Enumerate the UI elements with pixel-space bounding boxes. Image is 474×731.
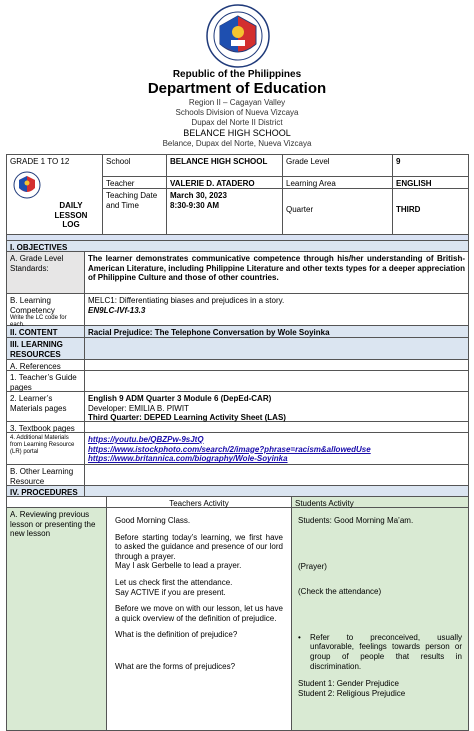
module-title: English 9 ADM Quarter 3 Module 6 (DepEd-CAR) bbox=[88, 394, 272, 403]
teacher-line: Good Morning Class. bbox=[115, 516, 191, 525]
melc-code: EN9LC-IVf-13.3 bbox=[88, 305, 146, 315]
references-label: A. References bbox=[7, 360, 85, 370]
school-address: Belance, Dupax del Norte, Nueva Vizcaya bbox=[162, 139, 312, 148]
procedures-heading: IV. PROCEDURES bbox=[7, 486, 85, 496]
grade-standards-label: A. Grade Level Standards: bbox=[7, 252, 85, 293]
content-value: Racial Prejudice: The Telephone Conversation by Wole Soyinka bbox=[88, 328, 330, 337]
grade-cell bbox=[7, 155, 103, 234]
log-title: DAILY LESSON LOG bbox=[54, 201, 88, 230]
teacher-line: Say ACTIVE if you are present. bbox=[115, 587, 226, 597]
competency-note: Write the LC code for each. bbox=[10, 315, 67, 329]
other-resources-label: B. Other Learning Resource bbox=[7, 465, 85, 485]
department-title: Department of Education bbox=[147, 80, 327, 97]
learners-materials-label: 2. Learner’s Materials pages bbox=[7, 392, 85, 421]
bullet-icon: • bbox=[298, 632, 301, 642]
teaching-date-value: March 30, 2023 bbox=[170, 191, 227, 200]
youtube-link[interactable]: https://youtu.be/QBZPw-9sJtQ bbox=[88, 435, 204, 444]
learning-area-value: ENGLISH bbox=[396, 179, 432, 188]
republic-text: Republic of the Philippines bbox=[172, 69, 302, 80]
teachers-guide-label: 1. Teacher’s Guide pages bbox=[7, 371, 85, 391]
teachers-activity-header: Teachers Activity bbox=[107, 497, 292, 507]
melc-prefix: MELC1 bbox=[88, 296, 115, 305]
student-line: Refer to preconceived, usually unfavorable, feelings towards person or group of people that results in discrimination. bbox=[310, 632, 462, 671]
additional-materials-label: 4. Additional Materials from Learning Resource (LR) portal bbox=[7, 433, 85, 464]
melc-text: : Differentiating biases and prejudices in a story. bbox=[114, 296, 285, 305]
teacher-value: VALERIE D. ATADERO bbox=[167, 177, 283, 188]
learning-area-label: Learning Area bbox=[283, 177, 393, 188]
school-name: BELANCE HIGH SCHOOL bbox=[183, 128, 291, 138]
student-line: Student 2: Religious Prejudice bbox=[298, 688, 406, 698]
district-text: Dupax del Norte II District bbox=[191, 118, 283, 127]
grade-level-label: Grade Level bbox=[283, 155, 393, 176]
teacher-label: Teacher bbox=[103, 177, 167, 188]
teaching-time-value: 8:30-9:30 AM bbox=[170, 200, 220, 210]
student-line: Students: Good Morning Ma’am. bbox=[298, 516, 414, 525]
quarter-label: Quarter bbox=[283, 189, 393, 234]
students-activity-header: Students Activity bbox=[292, 497, 468, 507]
teacher-line: Let us check first the attendance. bbox=[115, 577, 233, 587]
letterhead bbox=[0, 0, 474, 148]
student-line: (Check the attendance) bbox=[298, 587, 382, 597]
teacher-line: Before we move on with our lesson, let us have a quick overview of the definition of prejudice. bbox=[115, 604, 283, 623]
teacher-line: May I ask Gerbelle to lead a prayer. bbox=[115, 561, 242, 571]
teacher-line: What are the forms of prejudices? bbox=[115, 661, 236, 671]
grade-level-value: 9 bbox=[396, 157, 401, 166]
division-text: Schools Division of Nueva Vizcaya bbox=[175, 108, 299, 117]
deped-small-seal-icon bbox=[13, 171, 41, 199]
third-quarter-las: Third Quarter: DEPED Learning Activity Sheet (LAS) bbox=[88, 413, 286, 423]
info-block bbox=[7, 155, 468, 235]
school-label: School bbox=[103, 155, 167, 176]
school-value: BELANCE HIGH SCHOOL bbox=[167, 155, 283, 176]
teacher-activity-text bbox=[107, 508, 292, 730]
grade-standards-value: The learner demonstrates communicative competence through his/her understanding of British-American Literature, including Philippine Literature and other texts types for a deeper appreciation of Philippine Culture and those of other countries. bbox=[88, 254, 465, 283]
teacher-line: What is the definition of prejudice? bbox=[115, 630, 238, 640]
textbook-label: 3. Textbook pages bbox=[7, 422, 85, 432]
competency-label: B. Learning Competency bbox=[10, 296, 55, 315]
istockphoto-link[interactable]: https://www.istockphoto.com/search/2/image?phrase=racism&allowedUse bbox=[88, 444, 371, 454]
student-line: Student 1: Gender Prejudice bbox=[298, 679, 399, 689]
region-text: Region II – Cagayan Valley bbox=[188, 98, 286, 107]
module-developer: Developer: EMILIA B. PIWIT bbox=[88, 403, 189, 413]
resources-heading: III. LEARNING RESOURCES bbox=[7, 338, 85, 359]
content-label: II. CONTENT bbox=[7, 326, 85, 337]
teaching-date-label: Teaching Date and Time bbox=[103, 189, 167, 234]
objectives-heading: I. OBJECTIVES bbox=[10, 243, 68, 252]
deped-seal-icon bbox=[206, 4, 270, 68]
step-a-label: A. Reviewing previous lesson or presenting the new lesson bbox=[7, 508, 107, 730]
grade-range: GRADE 1 TO 12 bbox=[10, 157, 70, 166]
teacher-line: Before starting today’s learning, we first have to asked the guidance and presence of our lord through a prayer. bbox=[115, 532, 283, 561]
student-activity-text bbox=[292, 508, 468, 730]
student-line: (Prayer) bbox=[298, 561, 327, 571]
quarter-value: THIRD bbox=[396, 205, 421, 214]
britannica-link[interactable]: https://www.britannica.com/biography/Wole-Soyinka bbox=[88, 454, 288, 464]
lesson-log-table bbox=[6, 154, 469, 731]
